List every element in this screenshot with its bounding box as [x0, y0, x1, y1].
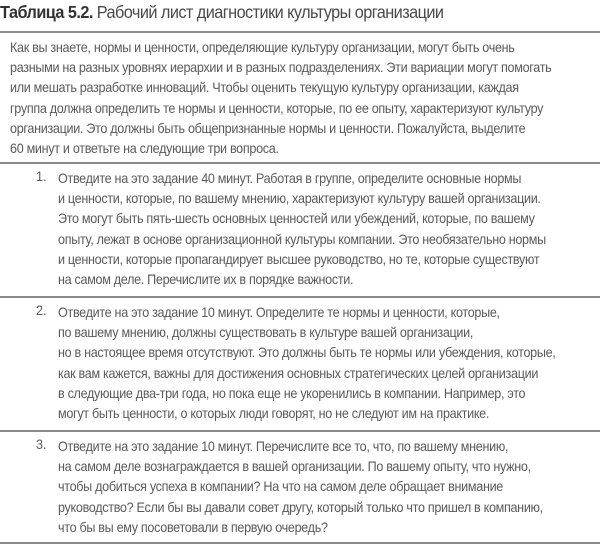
question-line: но в настоящее время отсутствуют. Это должны быть те нормы или убеждения, которые,: [58, 344, 556, 361]
question-number: 3.: [36, 436, 47, 452]
divider: [0, 542, 600, 544]
divider: [0, 430, 600, 432]
question-line: и ценности, которые пропагандирует высшее руководство, но те, которые существуют: [58, 250, 540, 267]
question-text: [58, 302, 555, 423]
question-line: Отведите на это задание 10 минут. Определите те нормы и ценности, которые,: [58, 304, 500, 320]
intro-line: разными на разных уровнях иерархии и в разных подразделениях. Эти вариации могут помогать: [10, 59, 552, 76]
divider: [0, 31, 600, 33]
question-line: как вам кажется, важны для достижения основных стратегических целей организации: [58, 364, 539, 381]
question-line: по вашему мнению, должны существовать в культуре вашей организации,: [58, 324, 474, 341]
divider: [0, 162, 600, 164]
intro-line: Как вы знаете, нормы и ценности, определяющие культуру организации, могут быть очень: [10, 39, 515, 55]
question-text: [58, 436, 543, 537]
table-title: [0, 2, 443, 23]
intro-line: или мешать разработке инноваций. Чтобы оценить текущую культуру организации, каждая: [10, 79, 519, 96]
question-number: 2.: [36, 302, 47, 318]
table-title-text: Рабочий лист диагностики культуры организации: [96, 2, 444, 22]
question-line: что бы вы ему посоветовали в первую очередь?: [58, 518, 328, 535]
intro-paragraph: [10, 37, 551, 158]
question-line: в следующие два-три года, но пока еще не укоренились в компании. Например, это: [58, 384, 526, 401]
question-line: Это могут быть пять-шесть основных ценностей или убеждений, которые, по вашему: [58, 210, 535, 227]
question-line: на самом деле. Перечислите их в порядке важности.: [58, 271, 354, 288]
question-line: на самом деле вознаграждается в вашей организации. По вашему опыту, что нужно,: [58, 458, 531, 475]
question-line: опыту, лежат в основе организационной культуры компании. Это необязательно нормы: [58, 230, 546, 247]
question-line: могут быть ценности, о которых люди говорят, но не следуют им на практике.: [58, 405, 490, 422]
divider: [0, 296, 600, 298]
intro-line: группа должна определить те нормы и ценности, которые, по ее опыту, характеризуют культуру: [10, 99, 544, 116]
question-number: 1.: [36, 168, 47, 184]
question-line: руководство? Если бы вы давали совет другу, который только что пришел в компанию,: [58, 498, 543, 515]
question-line: Отведите на это задание 10 минут. Перечислите все то, что, по вашему мнению,: [58, 438, 509, 454]
question-text: [58, 168, 546, 289]
table-number: Таблица 5.2.: [0, 2, 93, 22]
question-line: Отведите на это задание 40 минут. Работая в группе, определите основные нормы: [58, 170, 522, 186]
question-line: и ценности, которые, по вашему мнению, характеризуют культуру вашей организации.: [58, 190, 541, 207]
question-line: чтобы добиться успеха в компании? На что на самом деле обращает внимание: [58, 478, 504, 495]
intro-line: 60 минут и ответьте на следующие три вопроса.: [10, 140, 279, 157]
intro-line: организации. Это должны быть общепризнанные нормы и ценности. Пожалуйста, выделите: [10, 119, 526, 136]
